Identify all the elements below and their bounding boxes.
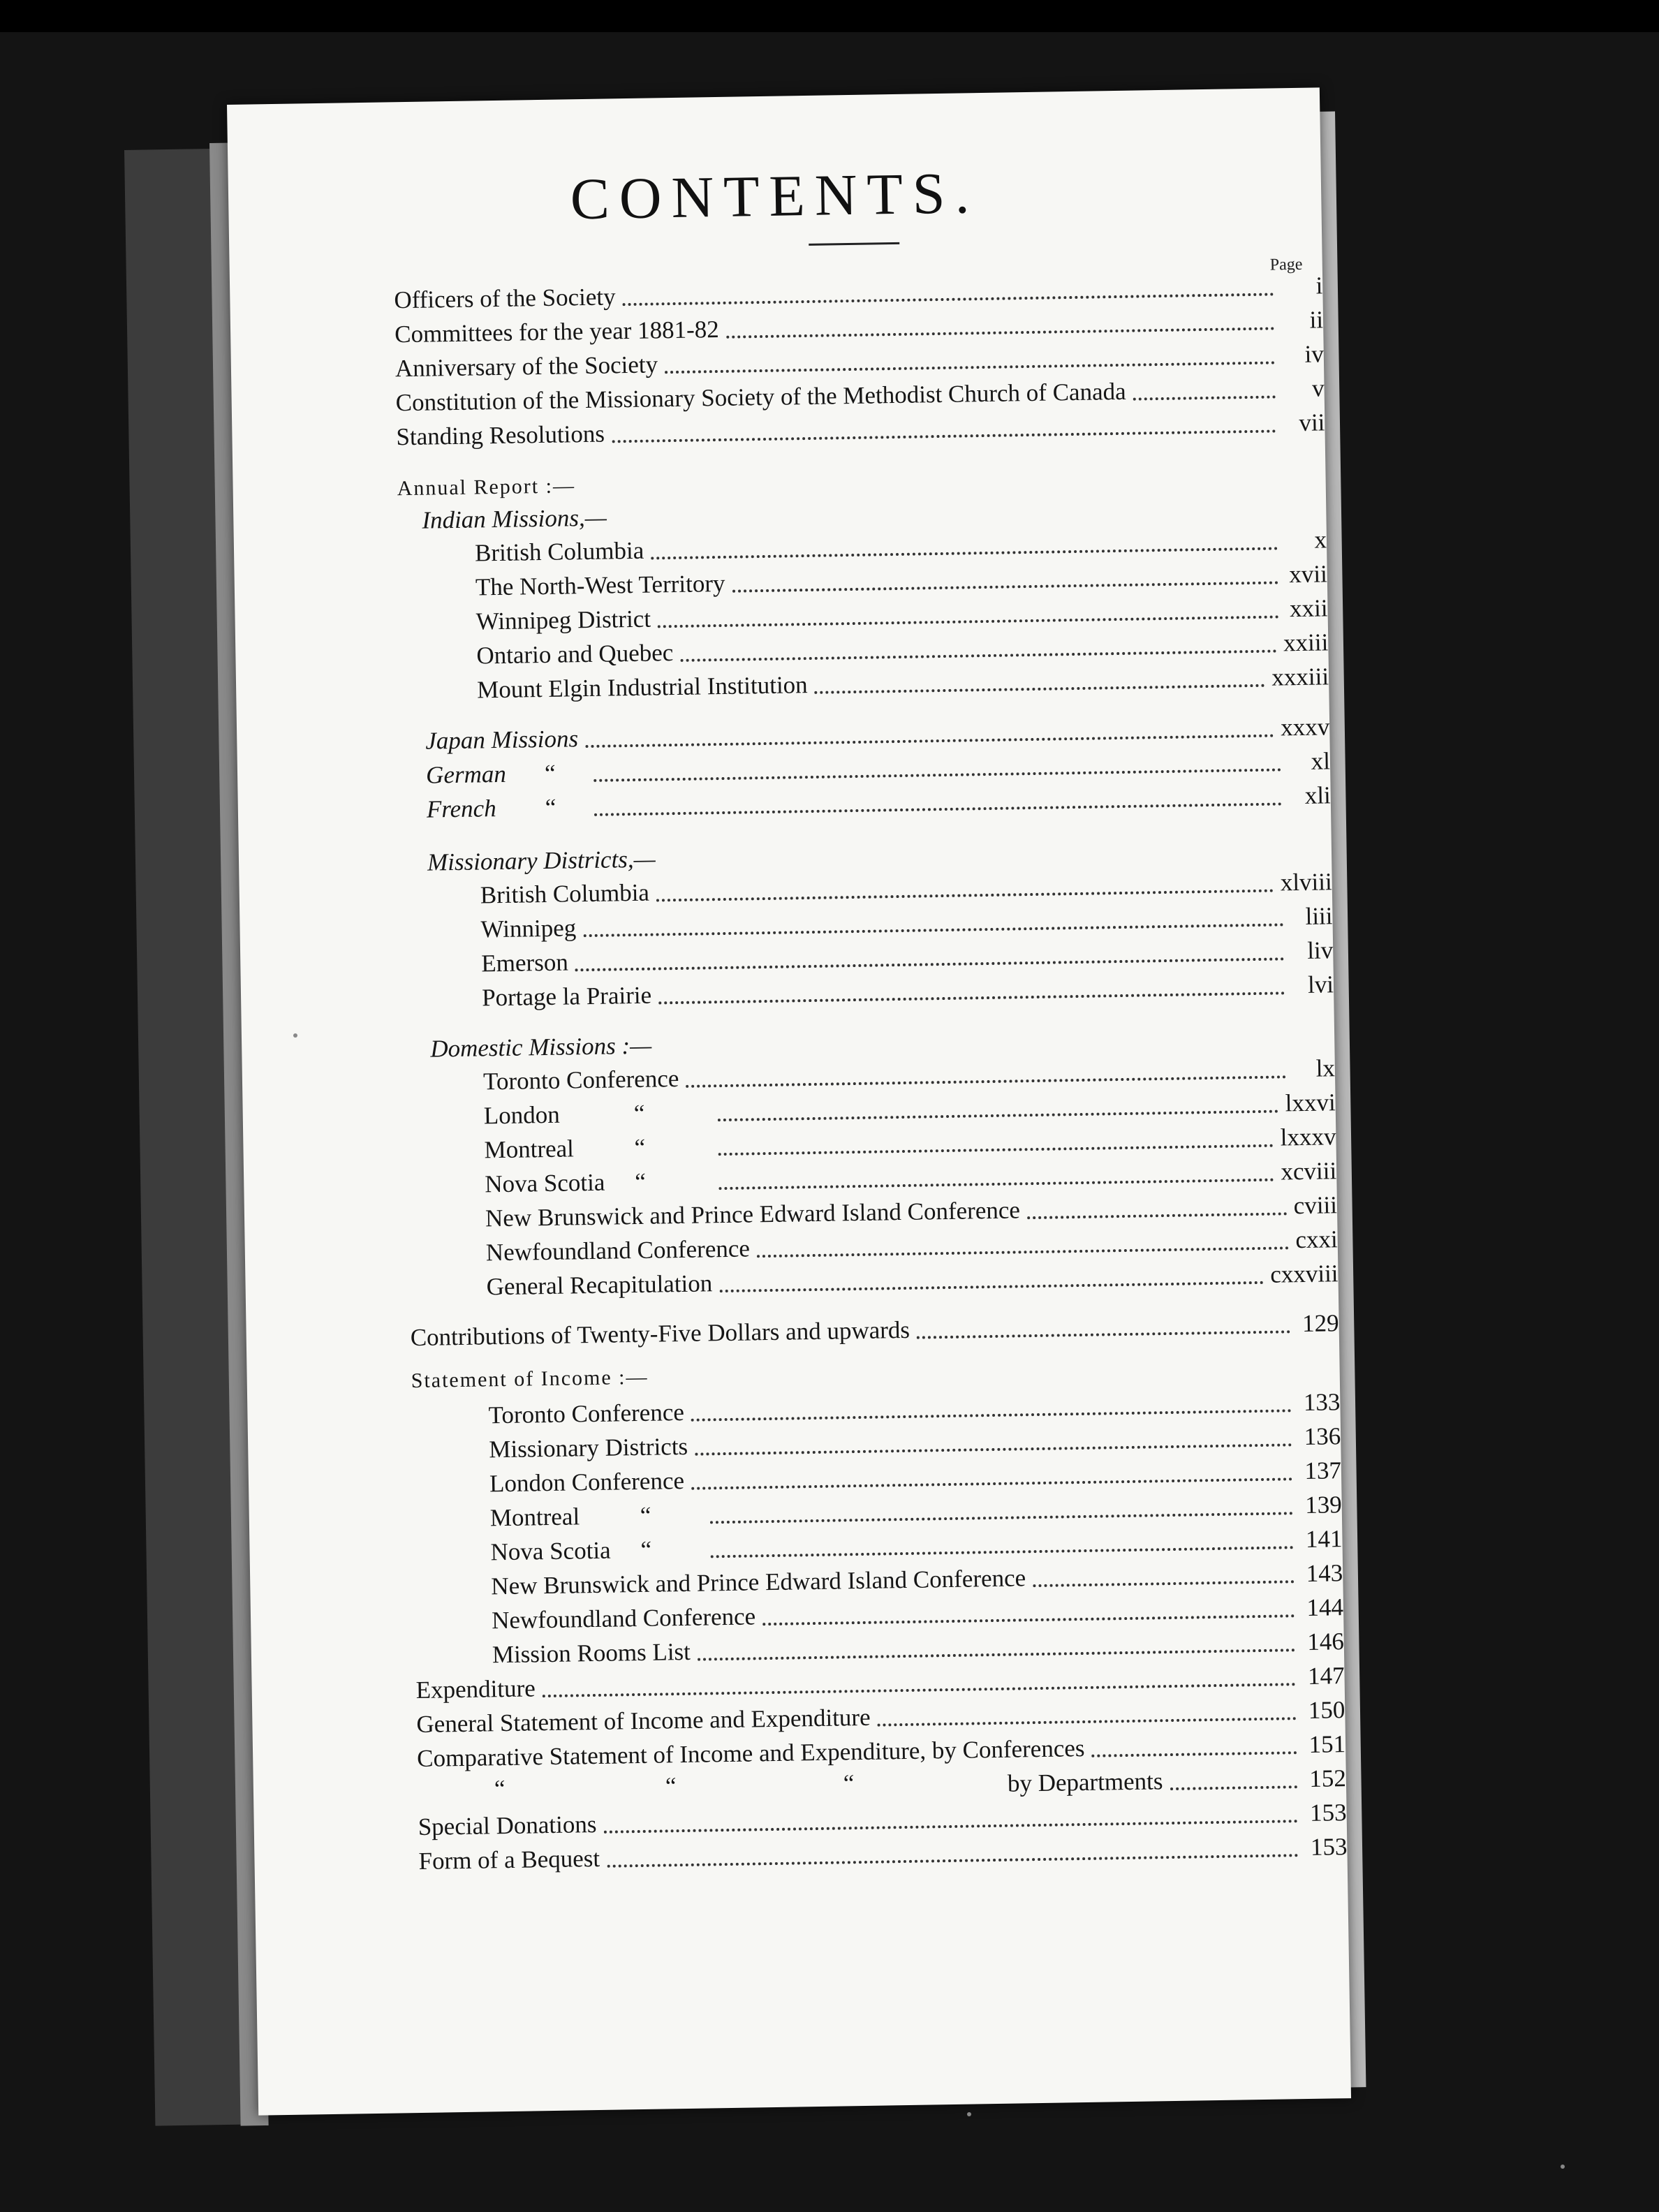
toc-entry-label: Contributions of Twenty-Five Dollars and upwards: [410, 1315, 910, 1352]
toc-entry-label: British Columbia: [480, 878, 650, 909]
ditto-mark: “: [640, 1535, 652, 1563]
toc-entry-label: London: [483, 1100, 560, 1130]
toc-entry-label: Missionary Districts: [488, 1432, 688, 1463]
toc-entry-label: General Recapitulation: [486, 1269, 713, 1301]
toc-entry-label: Comparative Statement of Income and Expenditure, by Conferences: [416, 1734, 1085, 1773]
toc-entry-page: lxxxv: [1280, 1123, 1336, 1151]
toc-entry-page: 144: [1306, 1593, 1344, 1621]
dot-leader: [878, 1717, 1297, 1726]
toc-entry-page: 143: [1306, 1559, 1343, 1587]
toc-entry-label: Winnipeg District: [475, 605, 651, 635]
dot-leader: [651, 547, 1278, 559]
toc-entry-page: xlviii: [1280, 868, 1332, 897]
toc-entry-label: Newfoundland Conference: [491, 1602, 756, 1635]
section-heading-statement-of-income: Statement of Income :—: [411, 1365, 649, 1393]
toc-entry-page: lxxvi: [1285, 1089, 1336, 1117]
toc-entry-page: iv: [1304, 340, 1325, 368]
dot-leader: [594, 802, 1282, 816]
toc-entry: [1008, 1763, 1347, 1799]
dot-leader: [710, 1512, 1293, 1524]
toc-entry-label: Form of a Bequest: [418, 1844, 600, 1875]
dot-leader: [719, 1281, 1263, 1292]
dot-leader: [718, 1179, 1274, 1190]
dot-leader: [1027, 1212, 1287, 1219]
dot-leader: [658, 615, 1279, 628]
dot-leader: [691, 1409, 1292, 1422]
dot-leader: [695, 1443, 1292, 1455]
dot-leader: [665, 361, 1275, 374]
section-heading-annual-report: Annual Report :—: [397, 474, 576, 501]
toc-entry-page: xxii: [1289, 594, 1328, 623]
ditto-mark: “: [634, 1133, 646, 1162]
contents-page: [227, 87, 1351, 2115]
dot-leader: [575, 957, 1285, 971]
toc-entry-label: Newfoundland Conference: [485, 1234, 751, 1267]
toc-entry-page: lvi: [1307, 971, 1334, 998]
toc-entry-page: 147: [1307, 1662, 1345, 1690]
dot-leader: [1170, 1785, 1297, 1790]
ditto-mark: “: [843, 1769, 855, 1797]
dot-leader: [612, 429, 1276, 443]
dot-leader: [623, 293, 1274, 306]
toc-entry-label: French: [426, 795, 496, 823]
toc-entry-page: xxxv: [1280, 713, 1330, 742]
toc-entry-page: lx: [1315, 1054, 1336, 1082]
dot-leader: [607, 1854, 1298, 1868]
toc-entry-page: 153: [1309, 1799, 1347, 1827]
toc-entry-page: 129: [1302, 1309, 1339, 1338]
ditto-mark: “: [545, 793, 556, 821]
dot-leader: [658, 991, 1285, 1004]
toc-entry-page: 150: [1308, 1696, 1345, 1724]
toc-entry-label: Special Donations: [418, 1810, 597, 1841]
toc-entry-page: 137: [1304, 1457, 1342, 1484]
ditto-mark: “: [640, 1501, 651, 1529]
toc-entry-label: Committees for the year 1881-82: [394, 315, 720, 348]
toc-entry-label: London Conference: [489, 1466, 685, 1498]
toc-entry-page: cxxviii: [1269, 1260, 1339, 1288]
toc-entry-label: Montreal: [489, 1503, 580, 1532]
dust-speck: [967, 2112, 971, 2116]
toc-entry-page: 133: [1303, 1388, 1341, 1417]
dust-speck: [293, 1033, 297, 1038]
ditto-mark: “: [494, 1775, 506, 1803]
toc-entry-label: Constitution of the Missionary Society of the Methodist Church of Canada: [395, 377, 1126, 417]
toc-entry-page: x: [1314, 526, 1327, 554]
toc-entry-label: New Brunswick and Prince Edward Island Conference: [491, 1564, 1026, 1600]
dot-leader: [656, 890, 1274, 902]
toc-entry-label: Mount Elgin Industrial Institution: [476, 671, 808, 704]
toc-entry-label: Mission Rooms List: [492, 1637, 691, 1669]
dot-leader: [757, 1246, 1289, 1258]
dot-leader: [718, 1110, 1278, 1122]
toc-entry-label: British Columbia: [474, 536, 644, 567]
toc-entry-label: Emerson: [481, 948, 569, 978]
toc-entry-page: 146: [1306, 1628, 1345, 1656]
dot-leader: [732, 581, 1278, 592]
dot-leader: [543, 1683, 1296, 1697]
toc-entry-page: vii: [1299, 408, 1325, 436]
toc-entry-page: xxxiii: [1271, 663, 1329, 691]
toc-entry-label: Winnipeg: [480, 914, 577, 943]
scanner-top-border: [0, 0, 1659, 32]
toc-entry-page: 139: [1304, 1491, 1342, 1519]
dot-leader: [917, 1330, 1290, 1339]
toc-entry-page: i: [1315, 272, 1323, 300]
dot-leader: [1033, 1580, 1294, 1587]
toc-entry-page: xvii: [1288, 560, 1328, 589]
dot-leader: [762, 1614, 1295, 1625]
dot-leader: [1092, 1751, 1297, 1757]
dot-leader: [698, 1649, 1295, 1660]
toc-entry-page: cxxi: [1295, 1225, 1339, 1254]
dust-speck: [1561, 2165, 1565, 2169]
dot-leader: [593, 768, 1281, 781]
toc-entry-label: Japan Missions: [425, 725, 579, 755]
dot-leader: [1133, 395, 1276, 400]
toc-entry-page: 151: [1308, 1730, 1346, 1758]
dot-leader: [718, 1144, 1274, 1156]
toc-entry-page: ii: [1309, 306, 1324, 334]
toc-entry-label: Officers of the Society: [394, 283, 616, 314]
toc-entry: [410, 1308, 1339, 1353]
toc-entry-page: xxiii: [1283, 628, 1329, 657]
toc-entry-page: 152: [1309, 1764, 1347, 1792]
toc-entry-page: xl: [1311, 747, 1331, 775]
toc-entry-label: Anniversary of the Society: [395, 351, 658, 383]
toc-entry-label: Portage la Prairie: [481, 981, 652, 1012]
toc-entry-page: 136: [1304, 1422, 1341, 1451]
ditto-mark: “: [634, 1167, 647, 1196]
toc-entry-page: liii: [1305, 902, 1333, 930]
dot-leader: [680, 649, 1276, 661]
subsection-heading-domestic-missions: Domestic Missions :—: [429, 1031, 652, 1063]
dot-leader: [815, 684, 1265, 694]
dot-leader: [691, 1477, 1292, 1490]
ditto-mark: “: [665, 1772, 677, 1800]
toc-entry-label: Nova Scotia: [490, 1536, 611, 1566]
toc-entry-label: New Brunswick and Prince Edward Island Conference: [485, 1196, 1021, 1232]
toc-entry-label: Montreal: [484, 1135, 575, 1164]
toc-entry-page: 141: [1305, 1525, 1343, 1553]
toc-entry-label: Toronto Conference: [482, 1065, 679, 1096]
ditto-mark: “: [633, 1099, 645, 1128]
toc-entry-label: The North-West Territory: [475, 569, 725, 601]
toc-entry-page: liv: [1306, 936, 1334, 964]
toc-entry-page: v: [1311, 374, 1325, 402]
toc-entry-label: Toronto Conference: [488, 1398, 685, 1429]
toc-entry-page: 153: [1310, 1833, 1348, 1861]
dot-leader: [686, 1075, 1286, 1088]
subsection-heading-missionary-districts: Missionary Districts,—: [427, 845, 656, 876]
dot-leader: [726, 327, 1274, 338]
toc-entry-label: Expenditure: [415, 1674, 536, 1704]
table-of-contents: [227, 87, 1351, 2115]
toc-entry-label: Standing Resolutions: [396, 420, 605, 451]
dot-leader: [604, 1820, 1298, 1834]
subsection-heading-indian-missions: Indian Missions,—: [422, 503, 607, 534]
toc-entry-label: Ontario and Quebec: [476, 639, 674, 670]
dot-leader: [711, 1546, 1294, 1558]
toc-entry-label: Nova Scotia: [485, 1168, 605, 1198]
dot-leader: [585, 735, 1274, 748]
toc-entry-label: General Statement of Income and Expenditure: [416, 1703, 871, 1739]
ditto-mark: “: [544, 759, 556, 787]
toc-entry-page: cviii: [1293, 1191, 1338, 1220]
toc-entry-label: German: [425, 760, 507, 789]
toc-entry-page: xli: [1304, 781, 1332, 809]
toc-entry-page: xcviii: [1281, 1157, 1337, 1186]
toc-entry-label: by Departments: [1007, 1767, 1163, 1797]
page-column-heading: Page: [1269, 255, 1303, 274]
page-title: CONTENTS.: [570, 161, 980, 233]
dot-leader: [583, 923, 1283, 937]
